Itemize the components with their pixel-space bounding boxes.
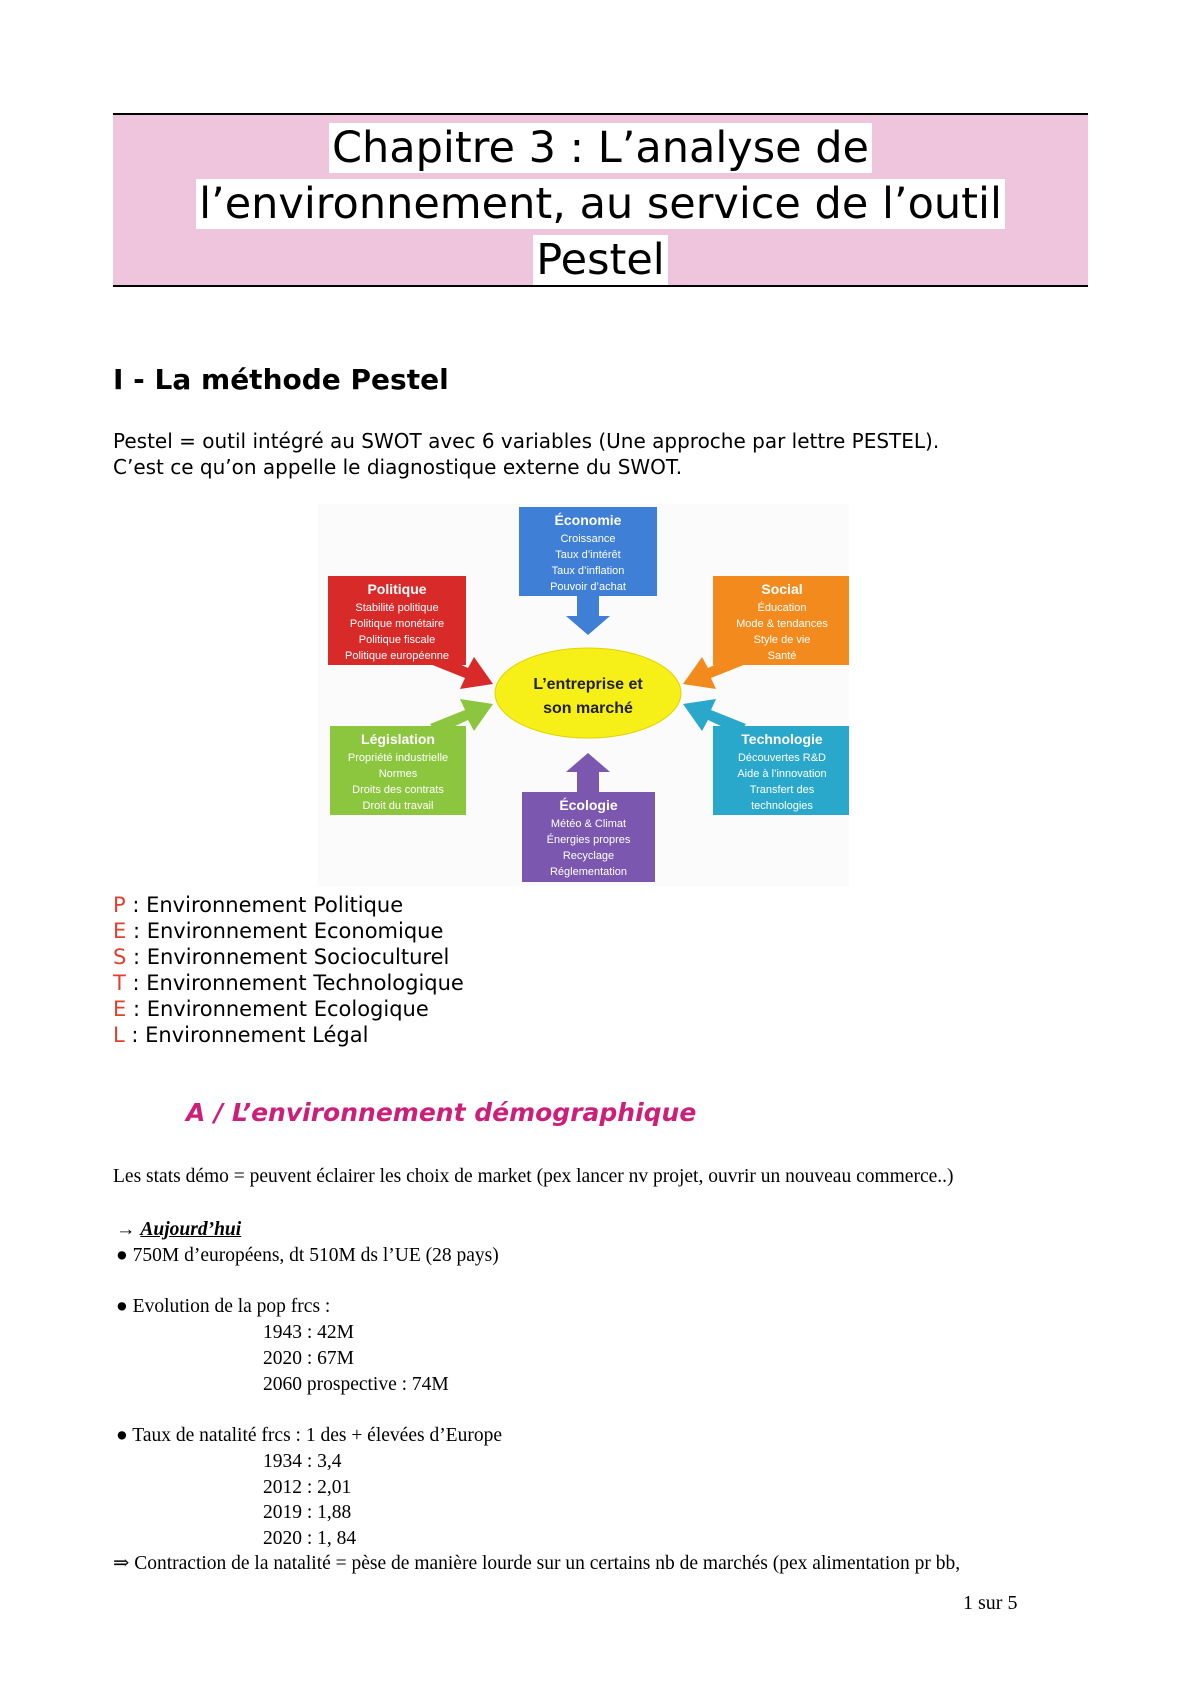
box-item: Météo & Climat [550,818,627,830]
box-item: Aide à l’innovation [737,768,827,780]
pestel-diagram [318,504,849,886]
pestel-list-item [113,1022,464,1048]
pestel-letter: E [113,997,127,1021]
pestel-letter: T [113,971,126,995]
natalite-value: 2019 : 1,88 [263,1502,352,1523]
today-heading [116,1217,241,1243]
box-title: Politique [367,581,427,597]
box-item: Propriété industrielle [347,752,449,764]
pestel-definition: Pestel = outil intégré au SWOT avec 6 variables (Une approche par lettre PESTEL). [113,429,940,453]
chapter-title-box [113,113,1088,287]
pestel-initial: T [313,971,323,995]
pop-value: 2060 prospective : 74M [263,1374,449,1395]
box-title: Écologie [559,797,618,813]
pestel-rest: cologique [326,997,429,1021]
center-label: son marché [543,700,633,717]
pestel-list-item [113,892,464,918]
box-item: Transfert des [749,784,815,796]
box-item: Taux d’intérêt [555,549,621,561]
box-item: Style de vie [753,634,811,646]
intro-paragraph: Les stats démo = peuvent éclairer les choix de market (pex lancer nv projet, ouvrir un nouveau commerce..) [113,1166,954,1187]
today-label: Aujourd’hui [140,1219,242,1240]
pestel-rest: égal [323,1023,369,1047]
box-item: Éducation [757,602,807,614]
pestel-rest: conomique [326,919,444,943]
pestel-prefix: : Environnement [126,997,314,1021]
box-item: technologies [751,800,813,812]
pestel-prefix: : Environnement [124,1023,313,1047]
arrow-icon [566,596,610,635]
box-item: Réglementation [549,866,628,878]
center-ellipse [495,648,681,738]
box-item: Découvertes R&D [737,752,827,764]
pestel-diagnostic-note: C’est ce qu’on appelle le diagnostique externe du SWOT. [113,455,683,479]
pestel-initial: S [313,945,328,969]
bullet-natalite: ● Taux de natalité frcs : 1 des + élevées d’Europe [116,1425,502,1446]
pestel-list-item [113,996,464,1022]
box-item: Politique fiscale [358,634,436,646]
title-line-2: l’environnement, au service de l’outil [196,179,1005,229]
natalite-value: 2020 : 1, 84 [263,1528,357,1549]
title-line-1: Chapitre 3 : L’analyse de [329,123,872,173]
page-number: 1 sur 5 [963,1592,1018,1614]
box-item: Santé [767,650,797,662]
pestel-rest: ocioculturel [327,945,450,969]
pestel-letter: P [113,893,126,917]
natalite-value: 1934 : 3,4 [263,1451,342,1472]
section-heading-pestel: I - La méthode Pestel [113,363,449,396]
pestel-letter: E [113,919,127,943]
pestel-initial: P [313,893,326,917]
pestel-initial: E [313,997,327,1021]
box-item: Croissance [560,533,616,545]
box-title: Social [761,581,803,597]
pestel-initial: E [313,919,327,943]
box-item: Recyclage [562,850,615,862]
arrow-icon: → [116,1219,136,1240]
pestel-letter-list [113,892,464,1048]
pestel-prefix: : Environnement [125,893,314,917]
box-item: Énergies propres [546,834,631,846]
pop-value: 2020 : 67M [263,1348,355,1369]
box-item: Mode & tendances [736,618,828,630]
pestel-prefix: : Environnement [126,945,314,969]
arrow-icon [566,753,610,792]
bullet-europeens: ● 750M d’européens, dt 510M ds l’UE (28 pays) [116,1245,499,1266]
box-item: Taux d’inflation [551,565,625,577]
pestel-prefix: : Environnement [126,919,314,943]
pop-value: 1943 : 42M [263,1322,355,1343]
box-item: Stabilité politique [355,602,439,614]
pestel-list-item [113,944,464,970]
box-item: Pouvoir d’achat [550,581,626,593]
bullet-evolution-pop: ● Evolution de la pop frcs : [116,1296,331,1317]
box-title: Législation [361,731,435,747]
box-title: Économie [554,512,622,528]
center-label: L’entreprise et [533,676,643,693]
pestel-letter: S [113,945,127,969]
box-item: Normes [378,768,418,780]
pestel-initial: L [312,1023,324,1047]
pestel-letter: L [113,1023,125,1047]
conclusion-paragraph: ⇒ Contraction de la natalité = pèse de manière lourde sur un certains nb de marchés (pex alimentation pr bb, [113,1553,961,1574]
box-item: Politique monétaire [349,618,445,630]
box-item: Droit du travail [362,800,434,812]
pestel-prefix: : Environnement [125,971,314,995]
pestel-rest: olitique [325,893,404,917]
pestel-list-item [113,918,464,944]
box-item: Droits des contrats [352,784,444,796]
title-line-3: Pestel [533,235,668,285]
pestel-rest: echnologique [322,971,464,995]
section-heading-demographique: A / L’environnement démographique [186,1098,697,1127]
pestel-diagram-svg [318,504,849,886]
pestel-list-item [113,970,464,996]
natalite-value: 2012 : 2,01 [263,1477,352,1498]
box-item: Politique européenne [345,650,449,662]
box-title: Technologie [741,731,823,747]
